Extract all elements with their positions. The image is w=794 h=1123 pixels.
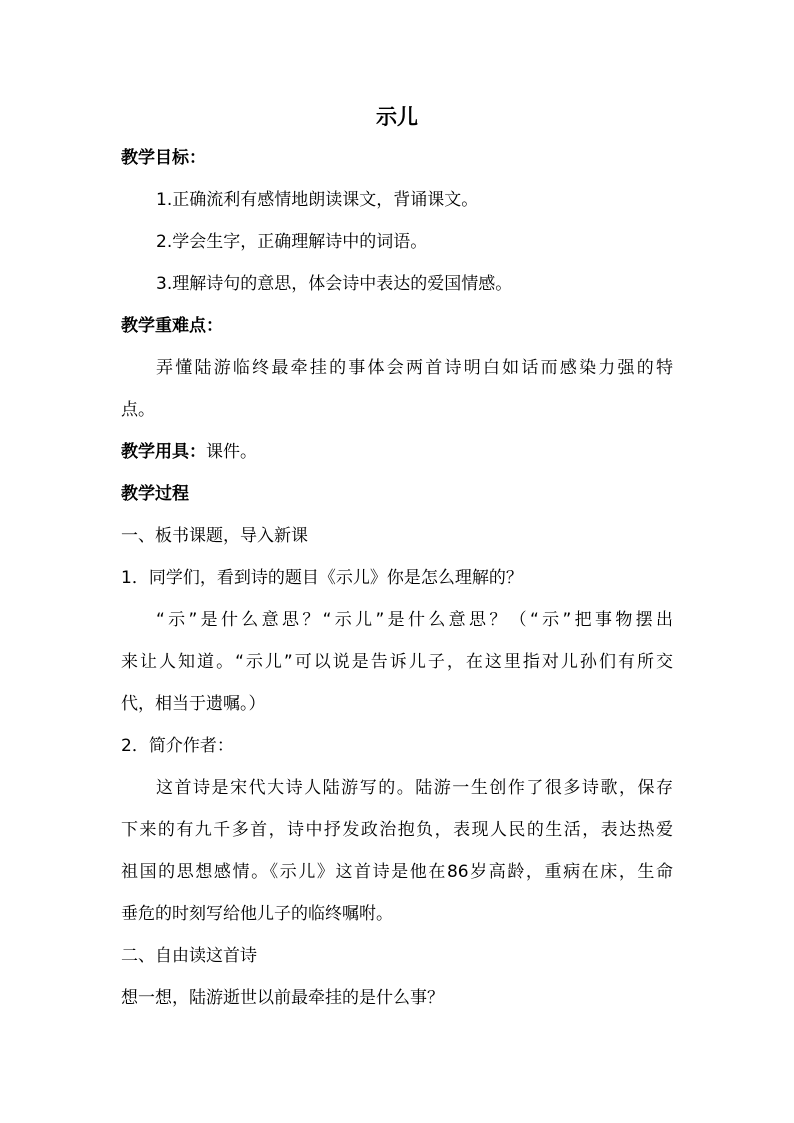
objective-item: 1.正确流利有感情地朗读课文，背诵课文。 — [156, 190, 479, 210]
tools-line — [121, 439, 257, 465]
item2-line: 垂危的时刻写给他儿子的临终嘱咐。 — [121, 904, 393, 924]
item2-line: 这首诗是宋代大诗人陆游写的。陆游一生创作了很多诗歌，保存 — [156, 778, 673, 798]
item2-line: 下来的有九千多首，诗中抒发政治抱负，表现人民的生活，表达热爱 — [121, 820, 673, 840]
tools-text: 课件。 — [206, 442, 257, 462]
process-heading: 教学过程 — [121, 484, 189, 504]
item2-title: 2．简介作者： — [121, 736, 234, 756]
item2-line: 祖国的思想感情。《示儿》这首诗是他在86岁高龄，重病在床，生命 — [121, 862, 673, 882]
section-title: 二、自由读这首诗 — [121, 946, 257, 966]
item1-question: 1．同学们，看到诗的题目《示儿》你是怎么理解的？ — [121, 568, 523, 588]
key-points-line: 弄懂陆游临终最牵挂的事体会两首诗明白如话而感染力强的特 — [156, 358, 673, 378]
section-title: 一、板书课题，导入新课 — [121, 526, 308, 546]
key-points-line: 点。 — [121, 400, 155, 420]
objectives-heading: 教学目标： — [121, 148, 206, 168]
section2-question: 想一想，陆游逝世以前最牵挂的是什么事？ — [121, 988, 444, 1008]
objective-item: 2.学会生字，正确理解诗中的词语。 — [156, 232, 428, 252]
item1-explanation-line: 来让人知道。“示儿”可以说是告诉儿子，在这里指对儿孙们有所交 — [121, 652, 673, 672]
key-points-heading: 教学重难点： — [121, 316, 223, 336]
tools-heading: 教学用具： — [121, 442, 206, 462]
page-title: 示儿 — [376, 105, 418, 129]
objective-item: 3.理解诗句的意思，体会诗中表达的爱国情感。 — [156, 274, 513, 294]
item1-explanation-line: 代，相当于遗嘱。） — [121, 694, 266, 714]
item1-explanation-line: “示”是什么意思？“示儿”是什么意思？（“示”把事物摆出 — [156, 610, 673, 630]
